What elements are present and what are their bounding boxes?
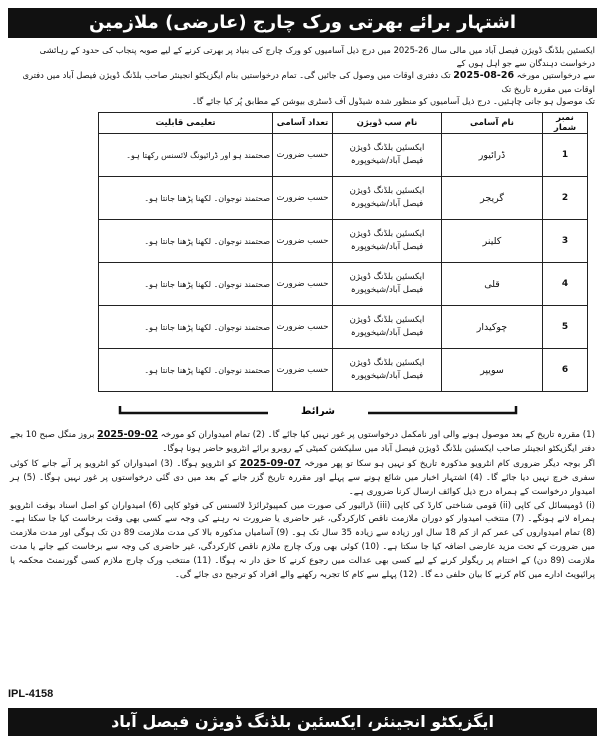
row-serial: 1 — [543, 134, 588, 177]
intro-line-2-post: تک دفتری اوقات میں وصول کی جائیں گی۔ تمام درخواستیں بنام ایگزیکٹو انجینئر صاحب بلڈنگ ڈویژن فیصل آباد میں دفتری اوقات میں مقررہ تاریخ تک — [22, 70, 595, 94]
row-serial: 4 — [543, 263, 588, 306]
conditions-text — [10, 428, 595, 583]
ad-reference-number: IPL-4158 — [8, 688, 54, 700]
interview-date: 02-09-2025 — [97, 429, 158, 440]
row-qualification: صحتمند نوجوان۔ لکھنا پڑھنا جانتا ہو۔ — [99, 177, 273, 220]
row-count: حسب ضرورت — [273, 134, 333, 177]
row-serial: 2 — [543, 177, 588, 220]
row-post: ڈرائیور — [442, 134, 543, 177]
header-post: نام آسامی — [442, 113, 543, 134]
subdivision-line-2: فیصل آباد/شیخوپورہ — [350, 371, 424, 381]
subdivision-line-1: ایکسئین بلڈنگ ڈویژن — [349, 186, 425, 196]
row-subdivision — [333, 263, 442, 306]
section-divider — [118, 404, 518, 416]
subdivision-line-2: فیصل آباد/شیخوپورہ — [350, 199, 424, 209]
row-count: حسب ضرورت — [273, 220, 333, 263]
table-header-row — [99, 113, 588, 134]
row-post: گریجر — [442, 177, 543, 220]
condition-1-2: (1) مقررہ تاریخ کے بعد موصول ہونے والی اور نامکمل درخواستوں پر غور نہیں کیا جائے گا۔ (2) تمام امیدواران کو مورخہ — [160, 430, 595, 440]
subdivision-line-2: فیصل آباد/شیخوپورہ — [350, 156, 424, 166]
table-row — [99, 134, 588, 177]
interview-details: بروز منگل صبح 10 بجے دفتر ایگزیکٹو انجینئر صاحب ایکسئین بلڈنگ ڈویژن فیصل آباد میں سلیکشن کمیٹی کے روبرو برائے انٹرویو حاضر ہونا ہوگا۔ — [10, 430, 595, 454]
subdivision-line-1: ایکسئین بلڈنگ ڈویژن — [349, 358, 425, 368]
row-count: حسب ضرورت — [273, 349, 333, 392]
subdivision-line-2: فیصل آباد/شیخوپورہ — [350, 285, 424, 295]
row-post: چوکیدار — [442, 306, 543, 349]
row-subdivision — [333, 134, 442, 177]
divider-label: شرائط — [301, 406, 335, 416]
row-count: حسب ضرورت — [273, 263, 333, 306]
row-serial: 3 — [543, 220, 588, 263]
ad-title: اشتہار برائے بھرتی ورک چارج (عارضی) ملازمین — [8, 8, 597, 38]
header-qualification: تعلیمی قابلیت — [99, 113, 273, 134]
row-qualification: صحتمند ہو اور ڈرائیونگ لائسنس رکھتا ہو۔ — [99, 134, 273, 177]
row-qualification: صحتمند نوجوان۔ لکھنا پڑھنا جانتا ہو۔ — [99, 349, 273, 392]
header-serial: نمبر شمار — [543, 113, 588, 134]
posts-table — [98, 112, 588, 392]
subdivision-line-2: فیصل آباد/شیخوپورہ — [350, 328, 424, 338]
table-row — [99, 349, 588, 392]
intro-line-2-pre: سے درخواستیں مورخہ — [516, 70, 595, 80]
condition-para-1 — [10, 428, 595, 457]
subdivision-line-1: ایکسئین بلڈنگ ڈویژن — [349, 143, 425, 153]
intro-line-3: تک موصول ہو جانی چاہئیں۔ درج ذیل آسامیوں کو منظور شدہ شیڈول آف ڈسٹری بیوشن کے مطابق پُر کیا جائے گا۔ — [191, 96, 595, 106]
row-qualification: صحتمند نوجوان۔ لکھنا پڑھنا جانتا ہو۔ — [99, 263, 273, 306]
row-serial: 5 — [543, 306, 588, 349]
row-qualification: صحتمند نوجوان۔ لکھنا پڑھنا جانتا ہو۔ — [99, 306, 273, 349]
header-subdivision: نام سب ڈویژن — [333, 113, 442, 134]
alt-interview-pre: اگر بوجہ دیگر ضروری کام انٹرویو مذکورہ تاریخ کو نہیں ہو سکا تو پھر مورخہ — [304, 458, 596, 469]
condition-para-3: (i) ڈومیسائل کی کاپی (ii) قومی شناختی کارڈ کی کاپی (iii) ڈرائیور کی صورت میں کمپیوٹرائزڈ لائسنس کی فوٹو کاپی (6) امیدواران کو اصل اسناد بوقت انٹرویو ہمراہ لانے ہونگے۔ (7) منتخب امیدوار کو دوران ملازمت ناقص کارکردگی، غیر حاضری یا ضرورت نہ رہنے کی وجہ سے کسی بھی وقت برخاست کیا جا سکتا ہے۔ (8) تمام امیدواروں کی عمر کم از کم 18 سال اور زیادہ سے زیادہ 35 سال تک ہو۔ (9) آسامیاں مذکورہ بالا کی مدت ملازمت 89 دن تک ہوگی اور مدت ملازمت میں ضرورت کے تحت مزید عارضی اضافہ کیا جا سکتا ہے۔ (10) کوئی بھی ورک چارج ملازم ناقص کارکردگی، غیر حاضری کی وجہ سے برخاست کیے جانے یا مدت ملازمت (89 دن) کے اختتام پر ریگولر کرنے کے لیے کسی بھی عدالت میں رجوع کرنے کا حق دار نہ ہوگا۔ (11) منتخب ورک چارج ملازم کسی گورنمنٹ محکمہ یا پرائیویٹ ادارے میں کام کرنے کا بیان حلفی دے گا۔ (12) پہلے سے کام کا تجربہ رکھنے والے افراد کو ترجیح دی جائے گی۔ — [10, 500, 596, 581]
row-post: قلی — [442, 263, 543, 306]
row-subdivision — [333, 306, 442, 349]
table-row — [99, 177, 588, 220]
header-count: تعداد آسامی — [273, 113, 333, 134]
table-row — [99, 263, 588, 306]
table-row — [99, 306, 588, 349]
row-post: سویپر — [442, 349, 543, 392]
subdivision-line-1: ایکسئین بلڈنگ ڈویژن — [349, 315, 425, 325]
condition-para-2 — [10, 457, 595, 500]
row-serial: 6 — [543, 349, 588, 392]
subdivision-line-1: ایکسئین بلڈنگ ڈویژن — [349, 272, 425, 282]
intro-paragraph — [10, 44, 595, 108]
last-date: 26-08-2025 — [453, 70, 515, 81]
row-subdivision — [333, 349, 442, 392]
row-post: کلینر — [442, 220, 543, 263]
row-count: حسب ضرورت — [273, 306, 333, 349]
issuer-title: ایگزیکٹو انجینئر، ایکسئین بلڈنگ ڈویژن فیصل آباد — [8, 708, 597, 736]
alt-interview-date: 07-09-2025 — [239, 457, 301, 469]
row-subdivision — [333, 177, 442, 220]
row-count: حسب ضرورت — [273, 177, 333, 220]
intro-line-2 — [10, 69, 595, 95]
intro-line-1: ایکسئین بلڈنگ ڈویژن فیصل آباد میں مالی سال 26-2025 میں درج ذیل آسامیوں کو ورک چارج کی بنیاد پر بھرتی کرنے کے لیے صوبہ پنجاب کی حدود کے رہائشی درخواست دہندگان سے جو اہل ہوں کے — [39, 45, 595, 68]
subdivision-line-2: فیصل آباد/شیخوپورہ — [350, 242, 424, 252]
row-qualification: صحتمند نوجوان۔ لکھنا پڑھنا جانتا ہو۔ — [99, 220, 273, 263]
row-subdivision — [333, 220, 442, 263]
subdivision-line-1: ایکسئین بلڈنگ ڈویژن — [349, 229, 425, 239]
alt-interview-post: کو انٹرویو ہوگا۔ (3) امیدواران کو انٹرویو پر آنے جانے کا کوئی سفری خرچ نہیں دیا جائے گا۔ (4) اشتہار اخبار میں شائع ہونے سے پہلے اور مقررہ تاریخ گزر جانے کے بعد میں دی گئی درخواستوں پر غور نہیں ہوگا۔ (5) ہر امیدوار درخواست کے ہمراہ درج ذیل کوائف ارسال کرنا ضروری ہے۔ — [10, 458, 595, 497]
table-row — [99, 220, 588, 263]
